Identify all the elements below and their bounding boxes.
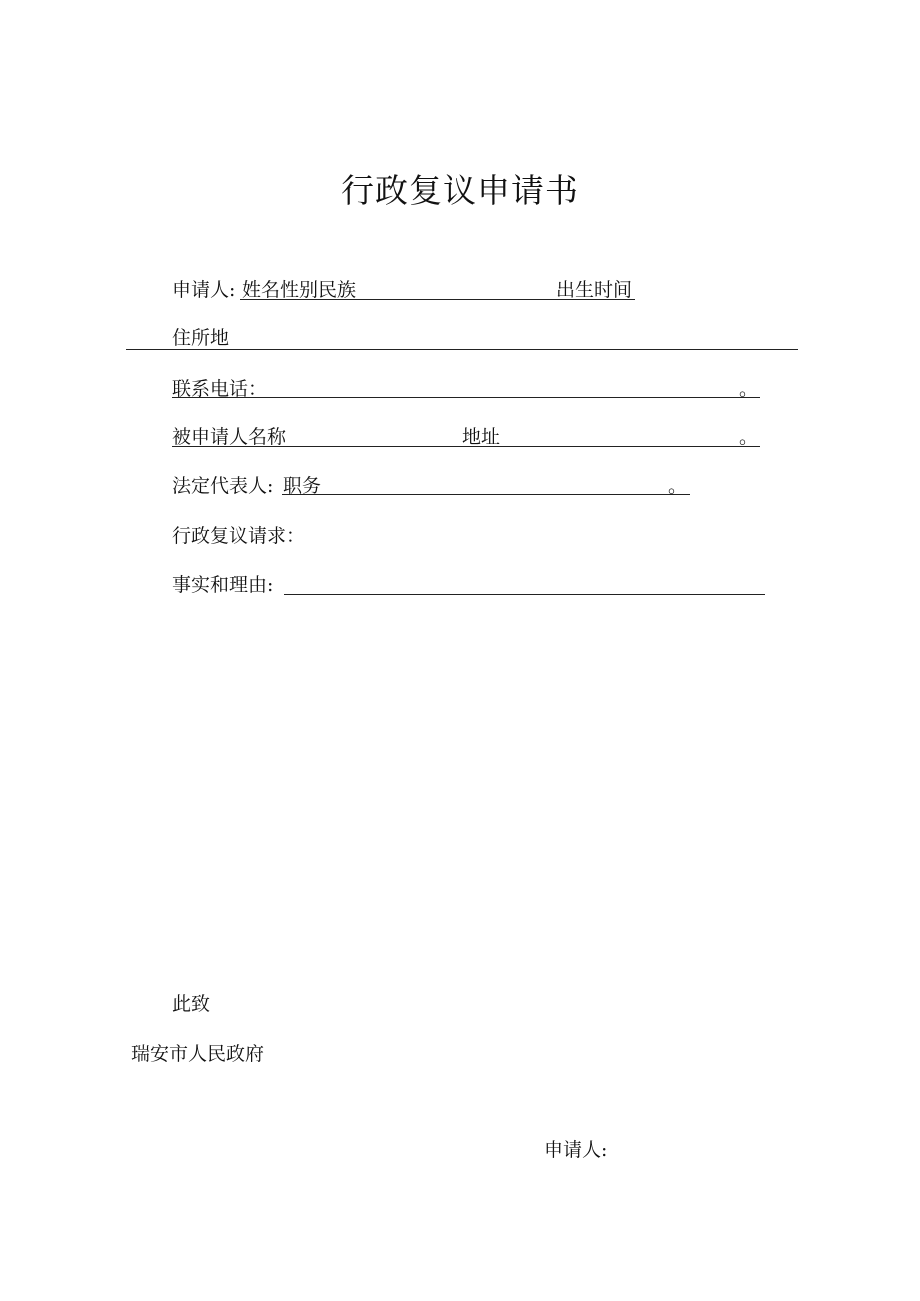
facts-underline — [284, 594, 765, 595]
respondent-underline — [172, 446, 760, 447]
legal-rep-label: 法定代表人: — [172, 475, 274, 497]
legal-rep-underline — [282, 494, 690, 495]
phone-period: 。 — [739, 378, 759, 400]
phone-underline — [172, 397, 760, 398]
birth-time-label: 出生时间 — [556, 279, 633, 301]
addressee: 瑞安市人民政府 — [131, 1043, 265, 1065]
respondent-period: 。 — [739, 426, 759, 448]
respondent-address-label: 地址 — [462, 426, 501, 448]
document-title: 行政复议申请书 — [341, 171, 579, 210]
residence-underline — [126, 349, 798, 350]
applicant-label: 申请人: — [172, 279, 236, 301]
facts-label: 事实和理由: — [172, 574, 274, 596]
respondent-label: 被申请人名称 — [172, 426, 287, 448]
applicant-underline — [240, 299, 635, 300]
salutation: 此致 — [172, 993, 211, 1015]
legal-rep-period: 。 — [668, 475, 688, 497]
position-label: 职务 — [283, 475, 322, 497]
signature-label: 申请人: — [544, 1139, 608, 1161]
phone-label: 联系电话： — [172, 378, 268, 400]
applicant-fields-label: 姓名性别民族 — [242, 279, 357, 301]
request-label: 行政复议请求： — [172, 525, 306, 547]
residence-label: 住所地 — [172, 327, 230, 349]
